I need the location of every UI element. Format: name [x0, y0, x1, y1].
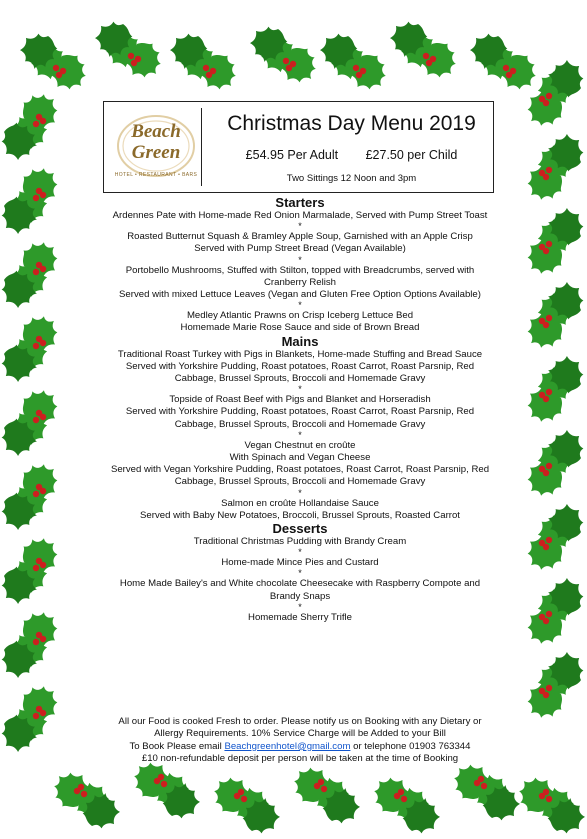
holly-berry [546, 537, 552, 543]
holly-sprig [368, 771, 442, 836]
holly-berry [40, 266, 46, 272]
holly-sprig [521, 428, 586, 502]
holly-berry [481, 783, 487, 789]
holly-berry [238, 789, 244, 795]
holly-berry [40, 562, 46, 568]
holly-berry [546, 611, 552, 617]
footer-email-prefix: To Book Please email [129, 740, 222, 752]
holly-sprig [93, 19, 167, 84]
menu-line: Homemade Sherry Trifle [248, 611, 352, 623]
holly-berry [546, 389, 552, 395]
holly-sprig [208, 771, 282, 836]
separator: * [298, 487, 302, 498]
menu-line: Cranberry Relish [264, 276, 336, 288]
holly-berry [203, 65, 209, 71]
holly-berry [286, 65, 292, 71]
menu-line: Salmon en croûte Hollandaise Sauce [221, 497, 379, 509]
holly-sprig [0, 458, 64, 532]
sittings-info: Two Sittings 12 Noon and 3pm [286, 173, 417, 184]
holly-sprig [48, 766, 122, 831]
holly-sprig [468, 31, 542, 96]
menu-line: Cabbage, Brussel Sprouts, Broccoli and Homemade Gravy [174, 373, 426, 385]
menu-line: Home-made Mince Pies and Custard [221, 557, 379, 569]
separator: * [298, 300, 302, 311]
menu-line: Traditional Christmas Pudding with Brandy Cream [193, 536, 407, 548]
logo-word-beach: Beach [131, 121, 181, 142]
holly-sprig [513, 771, 587, 836]
holly-berry [78, 784, 84, 790]
holly-berry [33, 195, 39, 201]
separator: * [298, 429, 302, 440]
holly-berry [40, 340, 46, 346]
holly-berry [398, 789, 404, 795]
holly-berry [33, 343, 39, 349]
holly-berry [318, 779, 324, 785]
holly-berry [546, 463, 552, 469]
separator: * [298, 221, 302, 232]
holly-sprig [0, 88, 64, 162]
menu-line: Ardennes Pate with Home-made Red Onion Marmalade, Served with Pump Street Toast [112, 210, 488, 221]
menu-line: Medley Atlantic Prawns on Crisp Iceberg Lettuce Bed [186, 310, 414, 322]
holly-berry [546, 241, 552, 247]
hotel-logo [110, 108, 202, 186]
holly-sprig [128, 756, 202, 821]
separator: * [298, 254, 302, 265]
footer-email-suffix: or telephone 01903 763344 [353, 740, 471, 752]
menu-line: Portobello Mushrooms, Stuffed with Stilton, topped with Breadcrumbs, served with [125, 264, 475, 276]
holly-berry [539, 96, 545, 102]
holly-sprig [448, 758, 522, 823]
menu-line: Cabbage, Brussel Sprouts, Broccoli and Homemade Gravy [174, 418, 426, 430]
holly-sprig [288, 761, 362, 826]
separator: * [298, 601, 302, 612]
holly-berry [40, 488, 46, 494]
holly-berry [546, 167, 552, 173]
logo-word-green: Green [131, 142, 181, 163]
holly-berry [33, 639, 39, 645]
menu-line: With Spinach and Vegan Cheese [229, 452, 371, 464]
holly-sprig [0, 310, 64, 384]
menu-line: Cabbage, Brussel Sprouts, Broccoli and Homemade Gravy [174, 476, 426, 488]
menu-line: Served with Vegan Yorkshire Pudding, Roast potatoes, Roast Carrot, Roast Parsnip, Red [110, 464, 490, 476]
menu-header-box [103, 101, 494, 193]
holly-berry [539, 688, 545, 694]
holly-sprig [318, 31, 392, 96]
price-child: £27.50 per Child [365, 148, 458, 162]
holly-berry [321, 786, 327, 792]
holly-berry [546, 685, 552, 691]
holly-berry [131, 60, 137, 66]
holly-berry [53, 65, 59, 71]
holly-sprig [0, 162, 64, 236]
menu-line: Served with Yorkshire Pudding, Roast potatoes, Roast Carrot, Roast Parsnip, Red [125, 406, 475, 418]
menu-line: Traditional Roast Turkey with Pigs in Blankets, Home-made Stuffing and Bread Sauce [117, 348, 483, 360]
holly-sprig [0, 532, 64, 606]
holly-sprig [0, 236, 64, 310]
holly-berry [33, 565, 39, 571]
holly-berry [33, 269, 39, 275]
holly-berry [206, 72, 212, 78]
holly-berry [478, 776, 484, 782]
holly-berry [40, 636, 46, 642]
holly-berry [158, 774, 164, 780]
menu-content [100, 196, 500, 624]
menu-line: Served with Yorkshire Pudding, Roast potatoes, Roast Carrot, Roast Parsnip, Red [125, 360, 475, 372]
holly-berry [546, 93, 552, 99]
holly-sprig [0, 680, 64, 754]
holly-berry [546, 796, 552, 802]
menu-line: Topside of Roast Beef with Pigs and Blanket and Horseradish [169, 394, 431, 406]
price-line [208, 148, 495, 162]
holly-berry [33, 491, 39, 497]
holly-sprig [0, 606, 64, 680]
price-adult: £54.95 Per Adult [245, 148, 339, 162]
logo-subtitle: HOTEL • RESTAURANT • BARS [114, 172, 198, 178]
holly-berry [40, 710, 46, 716]
holly-berry [161, 781, 167, 787]
footer-line [100, 741, 500, 753]
holly-sprig [521, 502, 586, 576]
menu-line: Homemade Marie Rose Sauce and side of Brown Bread [180, 322, 420, 334]
section-title-mains: Mains [281, 333, 319, 349]
holly-berry [506, 72, 512, 78]
holly-berry [539, 244, 545, 250]
holly-sprig [521, 576, 586, 650]
holly-berry [241, 796, 247, 802]
holly-berry [543, 789, 549, 795]
holly-sprig [168, 31, 242, 96]
holly-sprig [388, 19, 462, 84]
menu-line: Home Made Bailey's and White chocolate Cheesecake with Raspberry Compote and [119, 578, 481, 590]
holly-berry [539, 170, 545, 176]
holly-berry [40, 118, 46, 124]
holly-sprig [248, 24, 322, 89]
holly-berry [539, 540, 545, 546]
separator: * [298, 547, 302, 558]
holly-berry [356, 72, 362, 78]
holly-sprig [521, 206, 586, 280]
holly-berry [401, 796, 407, 802]
holly-berry [56, 72, 62, 78]
holly-sprig [521, 354, 586, 428]
menu-line: Served with mixed Lettuce Leaves (Vegan and Gluten Free Option Options Available) [119, 289, 481, 301]
holly-berry [539, 614, 545, 620]
menu-line: Vegan Chestnut en croûte [244, 439, 356, 451]
holly-sprig [521, 132, 586, 206]
holly-berry [128, 53, 134, 59]
menu-title: Christmas Day Menu 2019 [227, 112, 476, 135]
holly-berry [539, 318, 545, 324]
footer-line: All our Food is cooked Fresh to order. Please notify us on Booking with any Dietary or [118, 716, 482, 727]
holly-berry [40, 414, 46, 420]
email-link[interactable]: Beachgreenhotel@gmail.com [224, 740, 351, 752]
section-title-starters: Starters [275, 195, 325, 210]
holly-berry [33, 417, 39, 423]
holly-sprig [0, 384, 64, 458]
holly-sprig [18, 31, 92, 96]
menu-line: Served with Baby New Potatoes, Broccoli, Brussel Sprouts, Roasted Carrot [140, 509, 460, 521]
holly-berry [353, 65, 359, 71]
holly-berry [539, 466, 545, 472]
holly-berry [283, 58, 289, 64]
footer-line: £10 non-refundable deposit per person will be taken at the time of Booking [141, 753, 459, 765]
holly-berry [33, 713, 39, 719]
holly-berry [426, 60, 432, 66]
booking-footer [100, 716, 500, 766]
separator: * [298, 568, 302, 579]
holly-sprig [521, 650, 586, 724]
holly-berry [81, 791, 87, 797]
holly-berry [423, 53, 429, 59]
holly-berry [539, 392, 545, 398]
separator: * [298, 384, 302, 395]
holly-berry [33, 121, 39, 127]
holly-berry [503, 65, 509, 71]
menu-line: Brandy Snaps [269, 590, 331, 602]
holly-sprig [521, 280, 586, 354]
menu-line: Served with Pump Street Bread (Vegan Available) [194, 243, 406, 255]
footer-line: Allergy Requirements. 10% Service Charge will be Added to your Bill [154, 728, 446, 740]
section-title-desserts: Desserts [272, 521, 328, 537]
menu-line: Roasted Butternut Squash & Bramley Apple Soup, Garnished with an Apple Crisp [127, 231, 473, 243]
holly-berry [546, 315, 552, 321]
holly-berry [40, 192, 46, 198]
